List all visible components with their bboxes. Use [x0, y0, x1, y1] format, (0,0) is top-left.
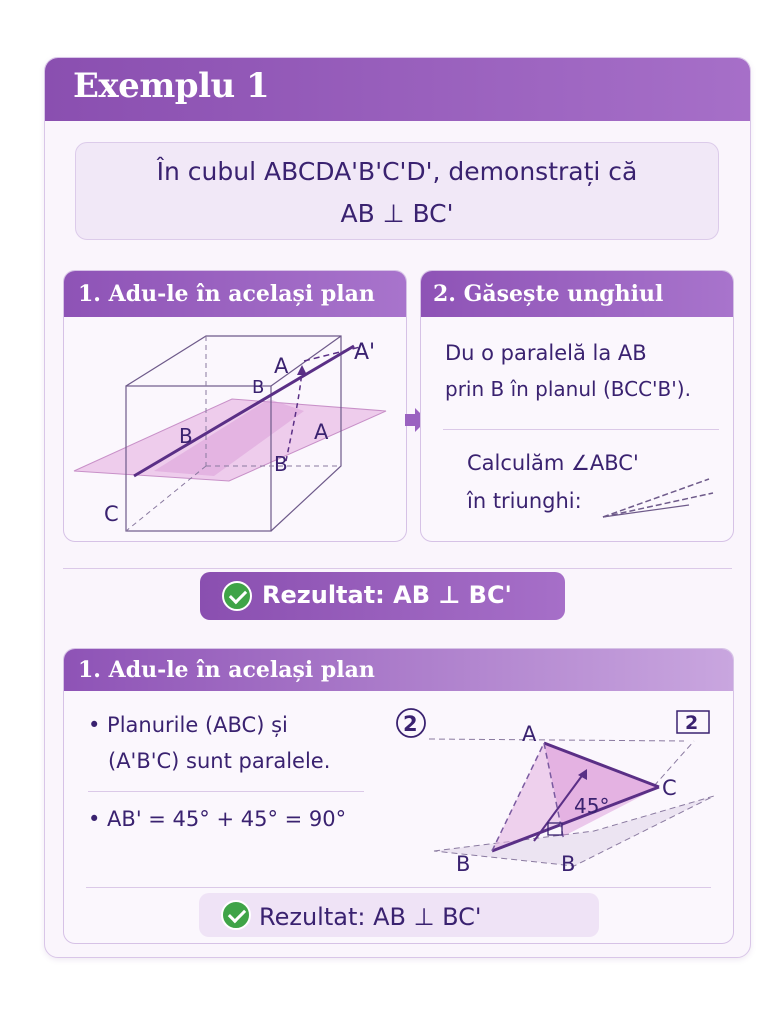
step2-divider [443, 429, 719, 430]
result-badge-1 [200, 572, 565, 620]
step3-divider [86, 887, 711, 888]
step2-text-1a: Du o paralelă la AB [445, 341, 647, 365]
step2-title: 2. Găsește unghiul [433, 281, 664, 307]
label-angle: 45° [574, 794, 610, 818]
angle-sketch [599, 471, 719, 521]
label-a-right: A [314, 420, 329, 444]
bullet-1a: • Planurile (ABC) și [88, 713, 288, 737]
problem-statement [75, 142, 719, 240]
label-b-right: B [561, 852, 576, 876]
result-1-label: Rezultat: AB ⊥ BC' [262, 581, 512, 609]
box-number: 2 [685, 712, 699, 734]
label-b-left: B [456, 852, 471, 876]
step2-text-2b: în triunghi: [467, 489, 582, 513]
check-icon-2 [221, 900, 251, 930]
step1-title: 1. Adu-le în același plan [78, 281, 375, 307]
section-divider [63, 568, 732, 569]
result-2-label: Rezultat: AB ⊥ BC' [259, 903, 482, 931]
label-a-prime: A' [354, 340, 376, 365]
step2-panel [420, 270, 734, 542]
step2-header [421, 271, 733, 317]
label-c: C [104, 502, 119, 526]
step3-title: 1. Adu-le în același plan [78, 657, 375, 683]
check-icon [222, 581, 252, 611]
example-card [44, 57, 751, 958]
label-b-bottom: B [274, 452, 288, 476]
card-title: Exemplu 1 [73, 66, 270, 106]
cube-diagram [64, 271, 406, 541]
upper-plane-edge [429, 739, 684, 741]
problem-line-2: AB ⊥ BC' [340, 199, 454, 228]
label-a: A [522, 722, 537, 746]
result-badge-2 [199, 893, 599, 937]
step3-panel [63, 648, 734, 944]
problem-line-1: În cubul ABCDA'B'C'D', demonstrați că [156, 157, 638, 186]
bullet-2: • AB' = 45° + 45° = 90° [88, 807, 347, 831]
label-b-left: B [179, 424, 193, 448]
label-a-top: A [274, 354, 289, 378]
step1-panel [63, 270, 407, 542]
step2-text-1b: prin B în planul (BCC'B'). [445, 377, 691, 401]
card-header [45, 58, 750, 121]
circle-number: 2 [403, 712, 418, 736]
plane-diagram [384, 701, 729, 901]
label-c: C [662, 776, 677, 800]
bullet-1b: (A'B'C) sunt paralele. [108, 749, 331, 773]
step3-header [64, 649, 733, 691]
label-b-top: B [252, 377, 265, 398]
step2-text-2a: Calculăm ∠ABC' [467, 451, 639, 475]
bullet-divider [88, 791, 364, 792]
